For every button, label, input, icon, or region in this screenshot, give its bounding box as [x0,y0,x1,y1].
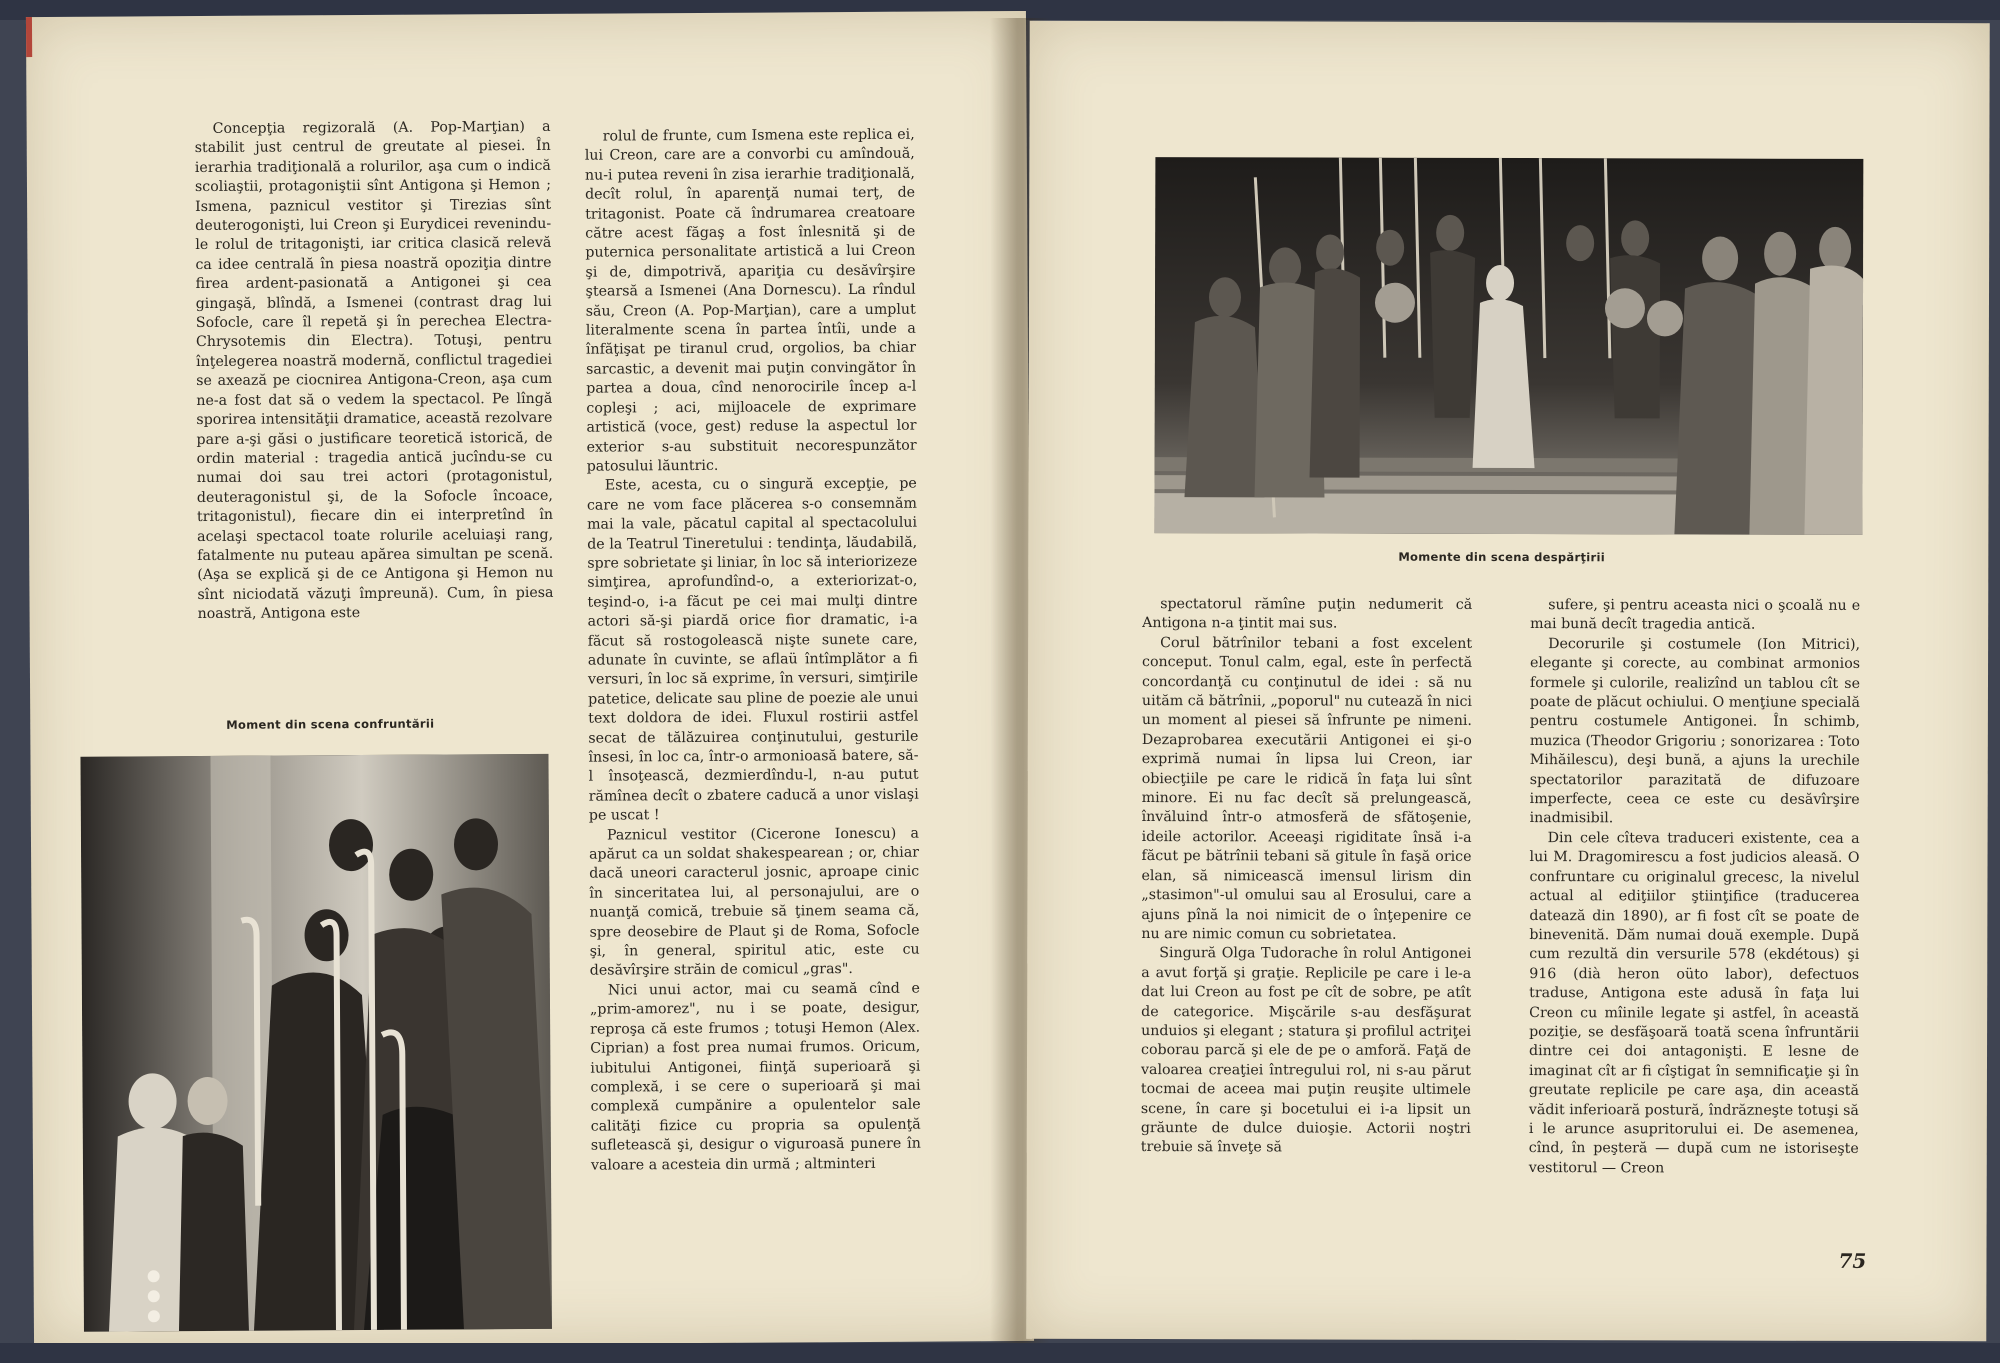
bookmark-ribbon [26,17,32,57]
right-column-2 [1529,596,1861,1179]
paragraph: Corul bătrînilor tebani a fost excelent conceput. Tonul calm, egal, este în perfectă concordanţă cu conţinutul de idei : să nu uităm că bătrînii, „poporul" nu cutează în nici un moment al piesei să înfrunte pe nimeni. Dezaprobarea executării Antigonei ei şi-o exprimă numai în lipsa lui Creon, iar obiecţiile pe care le ridică în faţa lui sînt minore. Ei nu fac decît să prelungească, învăluind într-o atmosferă de sfătoşenie, ideile actorilor. Aceeaşi rigiditate însă i-a făcut pe bătrînii tebani să gitule în faşă orice elan, să nimicească imensul lirism din „stasimon"-ul omului sau al Erosului, care a ajuns pînă la noi nimicit de o înţepenire ce nu are nimic comun cu sobrietatea. [1141,634,1473,943]
left-page [26,11,1034,1347]
right-page [1026,21,1989,1342]
photo-confruntare [80,754,552,1332]
book-cover-bottom [0,1343,2000,1363]
caption-confruntare: Moment din scena confruntării [226,716,435,732]
paragraph: Singură Olga Tudorache în rolul Antigonei a avut forţă şi graţie. Replicile pe care i le-a dat lui Creon au fost pe cît de sobre, pe atît de categorice. Mişcările s-au desfăşurat unduios şi elegant ; statura şi profilul actriţei coborau parcă şi ele de pe o amforă. Faţă de valoarea creaţiei întregului rol, ni s-au părut tocmai de aceea mai puţin reuşite ultimele scene, în care şi bocetului ei i-a lipsit un grăunte de dulce duioşie. Actorii noştri trebuie să înveţe să [1140,945,1472,1156]
paragraph: Concepţia regizorală (A. Pop-Marţian) a stabilit just centrul de greutate al piesei. În ierarhia tradiţională a rolurilor, aşa cum o indică scoliaştii, protagoniştii sînt Antigona şi Hemon ; Ismena, paznicul vestitor şi Tirezias sînt deuterogonişti, lui Creon şi Eurydicei revenindu-le rolul de tritagonişti, iar critica clasică relevă ca idee centrală în piesa noastră opoziţia dintre firea ardent-pasionată a Antigonei şi cea gingaşă, blîndă, a Ismenei (contrast drag lui Sofocle, care îl repetă şi în perechea Electra-Chrysotemis din Electra). Totuşi, pentru înţelegerea noastră modernă, conflictul tragediei se axează pe ciocnirea Antigona-Creon, aşa cum ne-a fost dat să o vedem la spectacol. Pe lîngă sporirea intensităţii dramatice, această rezolvare pare a-şi găsi o justificare teoretică istorică, de ordin material : tragedia antică jucîndu-se cu numai doi sau trei actori (protagonistul, deuteragonistul şi, de la Sofocle încoace, tritagonistul), fiecare din ei interpretînd în acelaşi spectacol toate rolurile aceluiaşi rang, fatalmente nu puteau apărea simultan pe scenă. (Aşa se explică şi de ce Antigona şi Hemon nu sînt niciodată văzuţi împreună). Cum, în piesa noastră, Antigona este [194,118,554,623]
paragraph: Nici unui actor, mai cu seamă cînd e „prim-amorez", nu i se poate, desigur, reproşa că este frumos ; totuşi Hemon (Alex. Ciprian) a fost prea numai frumos. Oricum, iubitului Antigonei, fiinţă superioară şi complexă, i se cere o superioară şi mai complexă cumpănire a opulentelor sale calităţi fizice cu propria sa opulenţă sufletească şi, desigur o viguroasă punere în valoare a acesteia din urmă ; altminteri [589,980,921,1174]
caption-despartire: Momente din scena despărţirii [1398,549,1605,565]
photo-despartire-image [1154,157,1863,535]
paragraph: sufere, şi pentru aceasta nici o şcoală nu e mai bună decît tragedia antică. [1530,597,1861,634]
paragraph: Este, acesta, cu o singură excepţie, pe care ne vom face plăcerea s-o consemnăm mai la vale, păcatul capital al spectacolului de la Teatrul Tineretului : tendinţa, lăudabilă, spre sobrietate şi liniar, în loc să interiorizeze simţirea, aprofundînd-o, a exteriorizat-o, teşind-o, i-a făcut pe cei mai mulţi dintre actori să-şi piardă orice fior dramatic, i-a făcut să rostogolească nişte sunete care, adunate în cuvinte, se aflaü întîmplător a fi versuri, în loc să exprime, în versuri, simţirile patetice, delicate sau pline de poezie ale unui text doldora de idei. Fluxul rostirii astfel secat de tălăzuirea conţinutului, gesturile însesi, în loc ca, într-o armonioasă batere, să-l însoţească, dezmierdîndu-l, n-au putut rămînea decît o zbatere caducă a unor vislaşi pe uscat ! [586,475,919,824]
left-column-2 [585,126,921,1176]
paragraph: Paznicul vestitor (Cicerone Ionescu) a apărut ca un soldat shakespearean ; or, chiar dacă uneori caracterul josnic, aproape cinic în sinceritatea lui, al personajului, are o nuanţă comică, trebuie să ţinem seama că, spre deosebire de Plaut şi de Roma, Sofocle şi, în general, spiritul atic, este cu desăvîrşire străin de comicul „gras". [589,825,920,980]
photo-confruntare-image [80,754,552,1332]
left-column-1 [195,118,554,625]
paragraph: Din cele cîteva traduceri existente, cea a lui M. Dragomirescu a fost judicios aleasă. O confruntare cu originalul grecesc, la nivelul actual al ediţiilor ştiinţifice (traducerea datează din 1890), ar fi fost cît se poate de binevenită. Dăm numai două exemple. După cum rezultă din versurile 578 (ekdétous) şi 916 (dià heron oüto labor), defectuos traduse, Antigona este adusă în faţa lui Creon cu mîinile legate şi astfel, în această poziţie, se desfăşoară toată scena înfruntării dintre cei doi antagonişti. E lesne de imaginat cît ar fi cîştigat în semnificaţie şi în greutate replicile pe care aşa, din această vădit inferioară postură, îndrăzneşte totuşi să i le arunce asupritorului ei. De asemenea, cînd, în peşteră — după cum ne istoriseşte vestitorul — Creon [1528,829,1860,1177]
page-number: 75 [1838,1248,1867,1273]
right-column-1 [1141,595,1472,1159]
photo-despartire [1154,157,1863,535]
paragraph: rolul de frunte, cum Ismena este replica ei, lui Creon, care are a convorbi cu amîndouă, nu-i putea reveni în zisa ierarhie tradiţională, decît rolul, în aparenţă numai terţ, de tritagonist. Poate că îndrumarea creatoare către acest făgaş a fost înlesnită şi de puternica personalitate artistică a lui Creon şi de, dimpotrivă, apariţia cu desăvîrşire ştearsă a Ismenei (Ana Dornescu). La rîndul său, Creon (A. Pop-Marţian), care a umplut literalmente scena în partea întîi, unde a înfăţişat pe tiranul crud, orgolios, ba chiar sarcastic, a devenit mai puţin convingător în partea a doua, cînd nenorocirile încep a-l copleşi ; aci, mijloacele de exprimare artistică (voce, gest) reduse la aspectul lor exterior s-au substituit necorespunzător patosului lăuntric. [584,126,917,475]
paragraph: Decorurile şi costumele (Ion Mitrici), elegante şi corecte, au combinat armonios formele şi culorile, realizînd un tablou cît se poate de plăcut ochiului. O menţiune specială pentru costumele Antigonei. În schimb, muzica (Theodor Grigoriu ; sonorizarea : Toto Mihăilescu), deşi bună, a ajuns la urechile spectatorilor parazitată de difuzoare imperfecte, ceea ce este cu desăvîrşire inadmisibil. [1529,635,1861,827]
paragraph: spectatorul rămîne puţin nedumerit că Antigona n-a ţintit mai sus. [1142,596,1473,632]
